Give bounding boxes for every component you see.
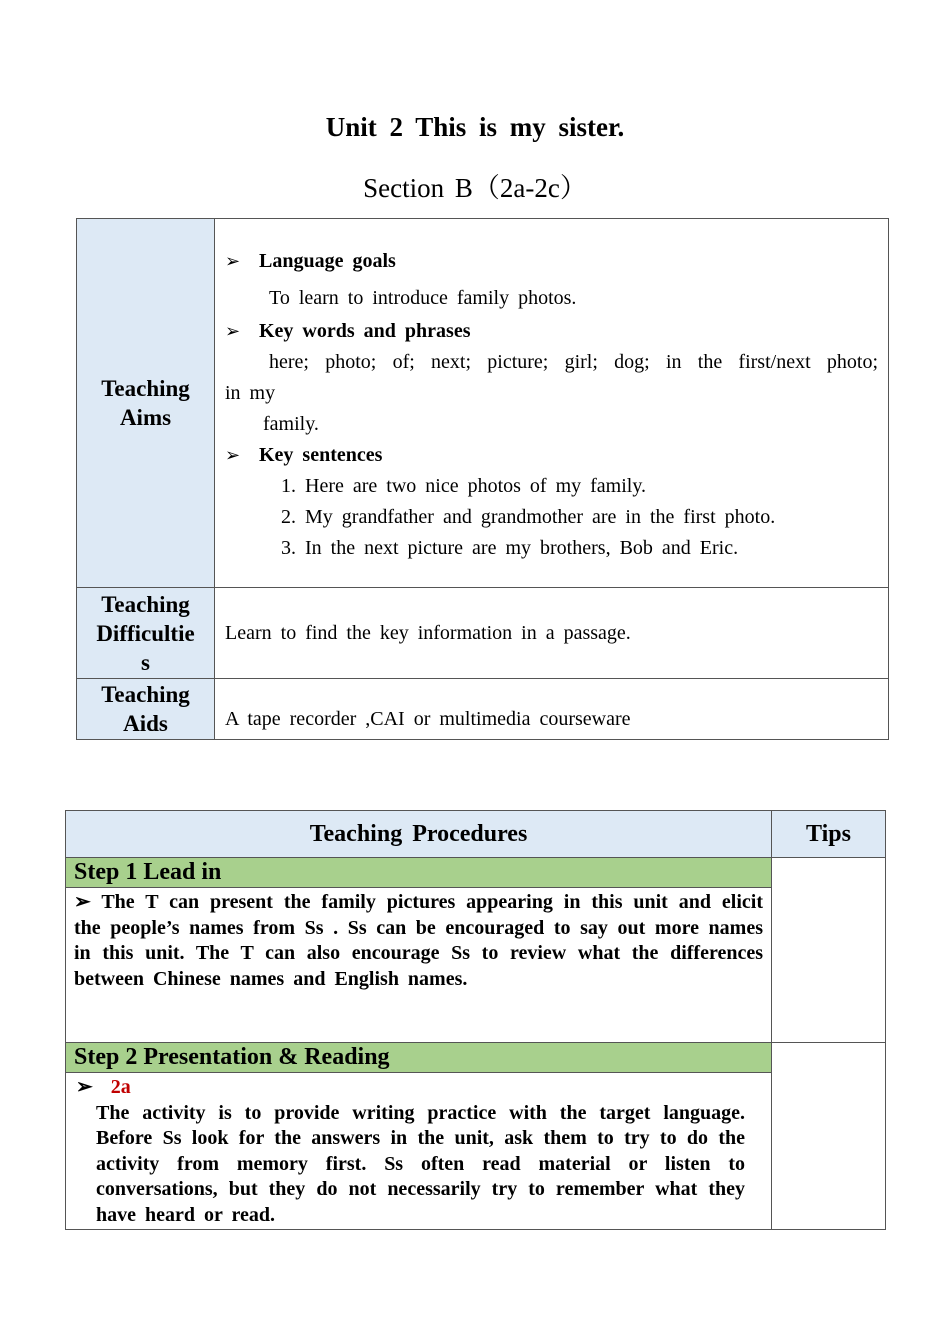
teaching-info-table — [76, 218, 889, 740]
difficulties-row — [77, 588, 889, 679]
aids-text: A tape recorder ,CAI or multimedia courseware — [215, 679, 889, 740]
aims-content — [215, 219, 889, 588]
tips-header: Tips — [772, 811, 886, 858]
key-words-line1: here; photo; of; next; picture; girl; dog; in the first/next photo; — [269, 351, 878, 373]
procedures-table — [65, 810, 886, 1230]
key-words-line3: family. — [263, 413, 319, 435]
key-sentences-heading: Key sentences — [259, 444, 383, 466]
step2-title-row — [66, 1043, 886, 1073]
arrow-bullet-icon: ➢ — [225, 251, 241, 271]
step1-body — [66, 888, 772, 1043]
step2-body — [66, 1073, 772, 1230]
step1-title: Step 1 Lead in — [66, 858, 772, 888]
procedures-header: Teaching Procedures — [66, 811, 772, 858]
difficulties-label: Teaching Difficultie s — [77, 588, 215, 679]
difficulties-text: Learn to find the key information in a passage. — [215, 588, 889, 679]
language-goals-heading: Language goals — [259, 250, 396, 272]
page-title: Unit 2 This is my sister. — [325, 112, 625, 142]
key-words-heading: Key words and phrases — [259, 320, 471, 342]
step1-body-row — [66, 888, 886, 1043]
language-goals-text: To learn to introduce family photos. — [269, 287, 577, 309]
aims-row — [77, 219, 889, 588]
arrow-bullet-icon: ➢ — [225, 321, 241, 341]
procedures-header-row — [66, 811, 886, 858]
arrow-bullet-icon: ➢ — [76, 1076, 93, 1098]
page-subtitle: Section B（2a-2c） — [363, 173, 587, 203]
key-words-line2: in my — [225, 382, 276, 404]
aids-row — [77, 679, 889, 740]
step2-text: The activity is to provide writing practice with the target language. Before Ss look for the answers in the unit, ask them to try to do the activity from memory first. Ss often read material or listen to conversations, but they do not necessarily try to remember what they have heard or read. — [96, 1101, 745, 1226]
key-sentence-1: 1. Here are two nice photos of my family. — [281, 475, 647, 497]
key-sentence-2: 2. My grandfather and grandmother are in the first photo. — [281, 506, 776, 528]
key-sentence-3: 3. In the next picture are my brothers, Bob and Eric. — [281, 537, 739, 559]
aims-label: Teaching Aims — [77, 219, 215, 588]
step1-tips-cell — [772, 858, 886, 1043]
step1-text: The T can present the family pictures appearing in this unit and elicit the people’s names from Ss . Ss can be encouraged to say out more names in this unit. The T can also encourage Ss to review what the differences between Chinese names and English names. — [74, 891, 763, 990]
step2-sub-label: 2a — [110, 1076, 131, 1098]
step2-body-row — [66, 1073, 886, 1230]
aids-label: Teaching Aids — [77, 679, 215, 740]
arrow-bullet-icon: ➢ — [74, 891, 102, 913]
step2-title: Step 2 Presentation & Reading — [66, 1043, 772, 1073]
step2-tips-cell — [772, 1043, 886, 1230]
step1-title-row — [66, 858, 886, 888]
arrow-bullet-icon: ➢ — [225, 445, 241, 465]
